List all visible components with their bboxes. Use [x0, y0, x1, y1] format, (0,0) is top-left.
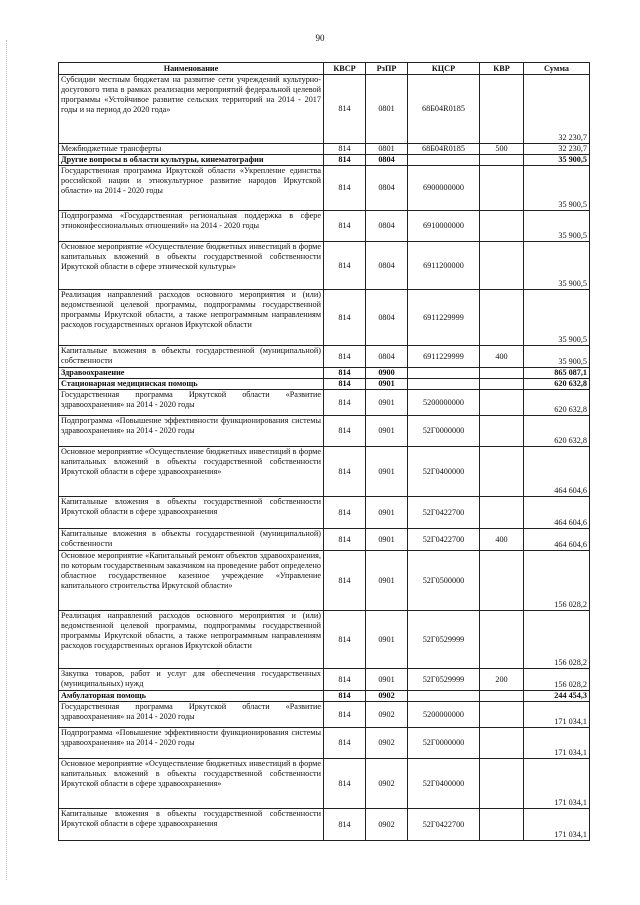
cell-kcsr: 52Г0000000 [408, 416, 480, 447]
cell-kvsr: 814 [324, 529, 366, 551]
cell-kcsr [408, 155, 480, 166]
cell-kvr [480, 211, 524, 242]
cell-kcsr: 6911200000 [408, 242, 480, 290]
page-number: 90 [315, 33, 325, 43]
cell-rzpr: 0801 [366, 144, 408, 155]
cell-kvr [480, 75, 524, 144]
cell-name: Межбюджетные трансферты [59, 144, 324, 155]
cell-name: Основное мероприятие «Осуществление бюджетных инвестиций в форме капитальных вложений в объекты государственной собственности Иркутской области в сфере этнической культуры» [59, 242, 324, 290]
cell-kvr [480, 809, 524, 841]
cell-name: Реализация направлений расходов основного мероприятия и (или) ведомственной целевой программы, подпрограммы государственной программы Иркутской области, а также непрограммным направлениям расходов государственных органов Иркутской области [59, 611, 324, 669]
table-row [59, 290, 590, 346]
cell-kvr [480, 497, 524, 529]
cell-sum: 35 900,5 [524, 155, 590, 166]
cell-kcsr: 68Б04R0185 [408, 75, 480, 144]
cell-name: Государственная программа Иркутской области «Укрепление единства российской нации и этнокультурное развитие народов Иркутской области» на 2014 - 2020 годы [59, 166, 324, 211]
cell-name: Государственная программа Иркутской области «Развитие здравоохранения» на 2014 - 2020 годы [59, 390, 324, 416]
cell-name: Основное мероприятие «Осуществление бюджетных инвестиций в форме капитальных вложений в объекты государственной собственности Иркутской области в сфере здравоохранения» [59, 447, 324, 497]
cell-rzpr: 0901 [366, 611, 408, 669]
cell-kvr [480, 447, 524, 497]
column-header-kcsr: КЦСР [408, 63, 480, 75]
cell-kvsr: 814 [324, 702, 366, 728]
scan-margin-line [6, 40, 8, 880]
cell-rzpr: 0801 [366, 75, 408, 144]
cell-rzpr: 0901 [366, 447, 408, 497]
cell-kvsr: 814 [324, 242, 366, 290]
column-header-sum: Сумма [524, 63, 590, 75]
cell-name: Здравоохранение [59, 368, 324, 379]
cell-sum: 464 604,6 [524, 447, 590, 497]
table-row [59, 669, 590, 691]
cell-kcsr: 5200000000 [408, 390, 480, 416]
cell-sum: 865 087,1 [524, 368, 590, 379]
table-row [59, 346, 590, 368]
table-row [59, 144, 590, 155]
cell-name: Государственная программа Иркутской области «Развитие здравоохранения» на 2014 - 2020 годы [59, 702, 324, 728]
cell-kvsr: 814 [324, 691, 366, 702]
cell-name: Подпрограмма «Повышение эффективности функционирования системы здравоохранения» на 2014 - 2020 годы [59, 416, 324, 447]
cell-kcsr: 52Г0422700 [408, 529, 480, 551]
cell-name: Закупка товаров, работ и услуг для обеспечения государственных (муниципальных) нужд [59, 669, 324, 691]
cell-kvsr: 814 [324, 379, 366, 390]
cell-kcsr: 52Г0400000 [408, 447, 480, 497]
cell-rzpr: 0804 [366, 346, 408, 368]
cell-rzpr: 0902 [366, 691, 408, 702]
table-row [59, 759, 590, 809]
cell-rzpr: 0901 [366, 497, 408, 529]
cell-kvr: 200 [480, 669, 524, 691]
cell-sum: 156 028,2 [524, 669, 590, 691]
cell-name: Капитальные вложения в объекты государственной (муниципальной) собственности [59, 346, 324, 368]
cell-rzpr: 0901 [366, 551, 408, 611]
table-row [59, 390, 590, 416]
cell-kcsr [408, 379, 480, 390]
cell-kcsr: 52Г0529999 [408, 611, 480, 669]
cell-kvr [480, 691, 524, 702]
table-row [59, 702, 590, 728]
cell-rzpr: 0901 [366, 416, 408, 447]
cell-kvr [480, 242, 524, 290]
table-row [59, 447, 590, 497]
cell-kvr [480, 290, 524, 346]
cell-sum: 464 604,6 [524, 529, 590, 551]
table-row [59, 809, 590, 841]
cell-rzpr: 0804 [366, 290, 408, 346]
cell-sum: 620 632,8 [524, 379, 590, 390]
cell-name: Основное мероприятие «Капитальный ремонт объектов здравоохранения, по которым государственным заказчиком на проведение работ определено областное государственное казенное учреждение «Управление капитального строительства Иркутской области» [59, 551, 324, 611]
table-row [59, 416, 590, 447]
cell-kvr [480, 368, 524, 379]
budget-table [58, 62, 590, 841]
cell-sum: 32 230,7 [524, 144, 590, 155]
cell-sum: 32 230,7 [524, 75, 590, 144]
cell-sum: 244 454,3 [524, 691, 590, 702]
table-row [59, 166, 590, 211]
cell-name: Подпрограмма «Повышение эффективности функционирования системы здравоохранения» на 2014 - 2020 годы [59, 728, 324, 759]
cell-kvsr: 814 [324, 728, 366, 759]
cell-name: Подпрограмма «Государственная региональная поддержка в сфере этноконфессиональных отношений» на 2014 - 2020 годы [59, 211, 324, 242]
cell-kvsr: 814 [324, 390, 366, 416]
cell-name: Капитальные вложения в объекты государственной собственности Иркутской области в сфере здравоохранения [59, 497, 324, 529]
cell-kvr [480, 728, 524, 759]
table-row [59, 155, 590, 166]
cell-sum: 620 632,8 [524, 416, 590, 447]
cell-name: Амбулаторная помощь [59, 691, 324, 702]
cell-name: Другие вопросы в области культуры, кинематографии [59, 155, 324, 166]
column-header-name: Наименование [59, 63, 324, 75]
cell-kvsr: 814 [324, 809, 366, 841]
table-header [59, 63, 590, 75]
cell-sum: 35 900,5 [524, 211, 590, 242]
table-row [59, 379, 590, 390]
cell-rzpr: 0804 [366, 155, 408, 166]
table-row [59, 497, 590, 529]
cell-kvsr: 814 [324, 368, 366, 379]
table-row [59, 75, 590, 144]
cell-rzpr: 0901 [366, 529, 408, 551]
cell-kvsr: 814 [324, 211, 366, 242]
cell-name: Капитальные вложения в объекты государственной (муниципальной) собственности [59, 529, 324, 551]
cell-rzpr: 0900 [366, 368, 408, 379]
cell-rzpr: 0902 [366, 759, 408, 809]
cell-kvsr: 814 [324, 551, 366, 611]
table-row [59, 368, 590, 379]
cell-rzpr: 0902 [366, 809, 408, 841]
cell-kvr: 400 [480, 346, 524, 368]
cell-kvsr: 814 [324, 75, 366, 144]
cell-kvr: 400 [480, 529, 524, 551]
cell-kvr [480, 611, 524, 669]
cell-sum: 620 632,8 [524, 390, 590, 416]
cell-kvsr: 814 [324, 416, 366, 447]
cell-kvr: 500 [480, 144, 524, 155]
cell-kcsr [408, 368, 480, 379]
cell-rzpr: 0901 [366, 390, 408, 416]
cell-kvsr: 814 [324, 346, 366, 368]
cell-kvr [480, 166, 524, 211]
cell-sum: 171 034,1 [524, 702, 590, 728]
cell-sum: 35 900,5 [524, 166, 590, 211]
cell-kvsr: 814 [324, 497, 366, 529]
cell-sum: 35 900,5 [524, 242, 590, 290]
column-header-kvr: КВР [480, 63, 524, 75]
cell-kcsr: 52Г0000000 [408, 728, 480, 759]
cell-kcsr: 52Г0500000 [408, 551, 480, 611]
cell-kcsr: 6910000000 [408, 211, 480, 242]
cell-kvsr: 814 [324, 155, 366, 166]
cell-sum: 35 900,5 [524, 290, 590, 346]
cell-kvr [480, 759, 524, 809]
cell-sum: 171 034,1 [524, 728, 590, 759]
table-row [59, 242, 590, 290]
cell-kvr [480, 551, 524, 611]
cell-rzpr: 0804 [366, 166, 408, 211]
table-body [59, 75, 590, 841]
cell-kvsr: 814 [324, 759, 366, 809]
cell-kcsr: 52Г0400000 [408, 759, 480, 809]
cell-kvsr: 814 [324, 144, 366, 155]
cell-name: Капитальные вложения в объекты государственной собственности Иркутской области в сфере здравоохранения [59, 809, 324, 841]
cell-kvr [480, 379, 524, 390]
table-row [59, 728, 590, 759]
cell-rzpr: 0804 [366, 211, 408, 242]
table-row [59, 211, 590, 242]
cell-kcsr [408, 691, 480, 702]
cell-kcsr: 6900000000 [408, 166, 480, 211]
cell-kvsr: 814 [324, 669, 366, 691]
cell-name: Реализация направлений расходов основного мероприятия и (или) ведомственной целевой программы, подпрограммы государственной программы Иркутской области, а также непрограммным направлениям расходов государственных органов Иркутской области [59, 290, 324, 346]
column-header-rzpr: РзПР [366, 63, 408, 75]
table-row [59, 551, 590, 611]
cell-sum: 464 604,6 [524, 497, 590, 529]
table-row [59, 611, 590, 669]
cell-rzpr: 0804 [366, 242, 408, 290]
cell-sum: 171 034,1 [524, 809, 590, 841]
table-row [59, 529, 590, 551]
cell-kvsr: 814 [324, 166, 366, 211]
cell-kcsr: 6911229999 [408, 290, 480, 346]
cell-kcsr: 52Г0529999 [408, 669, 480, 691]
cell-name: Стационарная медицинская помощь [59, 379, 324, 390]
column-header-kvsr: КВСР [324, 63, 366, 75]
cell-kcsr: 52Г0422700 [408, 497, 480, 529]
cell-kvsr: 814 [324, 290, 366, 346]
cell-sum: 171 034,1 [524, 759, 590, 809]
cell-name: Субсидии местным бюджетам на развитие сети учреждений культурно-досугового типа в рамках реализации мероприятий федеральной целевой программы «Устойчивое развитие сельских территорий на 2014 - 2017 годы и на период до 2020 года» [59, 75, 324, 144]
cell-rzpr: 0901 [366, 669, 408, 691]
cell-rzpr: 0902 [366, 702, 408, 728]
cell-name: Основное мероприятие «Осуществление бюджетных инвестиций в форме капитальных вложений в объекты государственной собственности Иркутской области в сфере здравоохранения» [59, 759, 324, 809]
cell-kvr [480, 702, 524, 728]
cell-kvsr: 814 [324, 447, 366, 497]
cell-kcsr: 68Б04R0185 [408, 144, 480, 155]
cell-kvr [480, 390, 524, 416]
cell-kcsr: 6911229999 [408, 346, 480, 368]
table-row [59, 691, 590, 702]
cell-sum: 35 900,5 [524, 346, 590, 368]
cell-sum: 156 028,2 [524, 551, 590, 611]
cell-kvsr: 814 [324, 611, 366, 669]
cell-kcsr: 5200000000 [408, 702, 480, 728]
cell-kcsr: 52Г0422700 [408, 809, 480, 841]
cell-kvr [480, 416, 524, 447]
cell-kvr [480, 155, 524, 166]
cell-rzpr: 0902 [366, 728, 408, 759]
cell-sum: 156 028,2 [524, 611, 590, 669]
cell-rzpr: 0901 [366, 379, 408, 390]
